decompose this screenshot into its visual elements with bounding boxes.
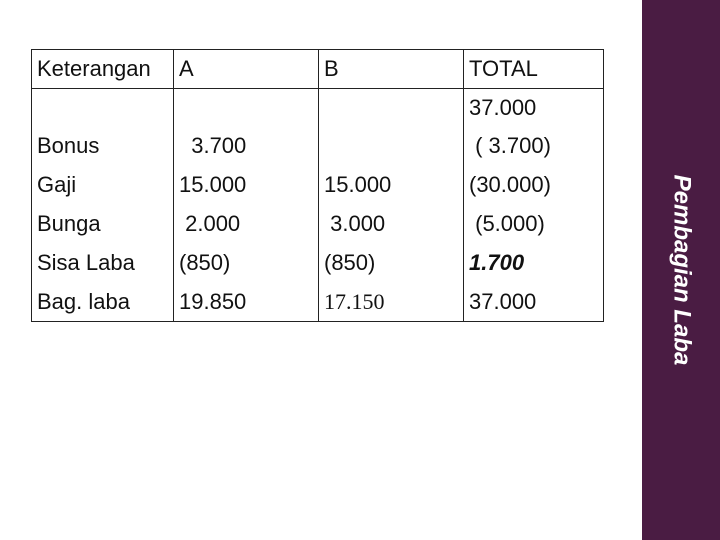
side-title: Pembagian Laba [668, 174, 696, 366]
table-cell: Gaji [32, 165, 174, 204]
table-cell: (5.000) [464, 204, 604, 243]
table-cell: 37.000 [464, 89, 604, 127]
header-cell-keterangan: Keterangan [32, 50, 174, 89]
table-row [32, 126, 604, 165]
side-title-container [642, 0, 720, 540]
table-cell: (850) [174, 243, 319, 282]
table-cell: 3.000 [319, 204, 464, 243]
table-row [32, 165, 604, 204]
table-cell: (30.000) [464, 165, 604, 204]
table-cell: Bonus [32, 126, 174, 165]
profit-sharing-table [31, 49, 604, 322]
table-row [32, 89, 604, 127]
header-cell-total: TOTAL [464, 50, 604, 89]
table-cell: Bunga [32, 204, 174, 243]
table-cell: (850) [319, 243, 464, 282]
table-cell: 15.000 [174, 165, 319, 204]
table-cell: 1.700 [464, 243, 604, 282]
header-cell-b: B [319, 50, 464, 89]
table-cell: 19.850 [174, 282, 319, 322]
table-cell [319, 126, 464, 165]
table-cell [319, 89, 464, 127]
table-cell: 17.150 [319, 282, 464, 322]
table-cell: 37.000 [464, 282, 604, 322]
table-row [32, 282, 604, 322]
table-cell: ( 3.700) [464, 126, 604, 165]
table-cell [174, 89, 319, 127]
table-cell: Sisa Laba [32, 243, 174, 282]
table-cell: 15.000 [319, 165, 464, 204]
table-row [32, 243, 604, 282]
table-cell: 3.700 [174, 126, 319, 165]
table-cell: 2.000 [174, 204, 319, 243]
header-cell-a: A [174, 50, 319, 89]
table-cell [32, 89, 174, 127]
table-row [32, 204, 604, 243]
table-header-row [32, 50, 604, 89]
table-cell: Bag. laba [32, 282, 174, 322]
